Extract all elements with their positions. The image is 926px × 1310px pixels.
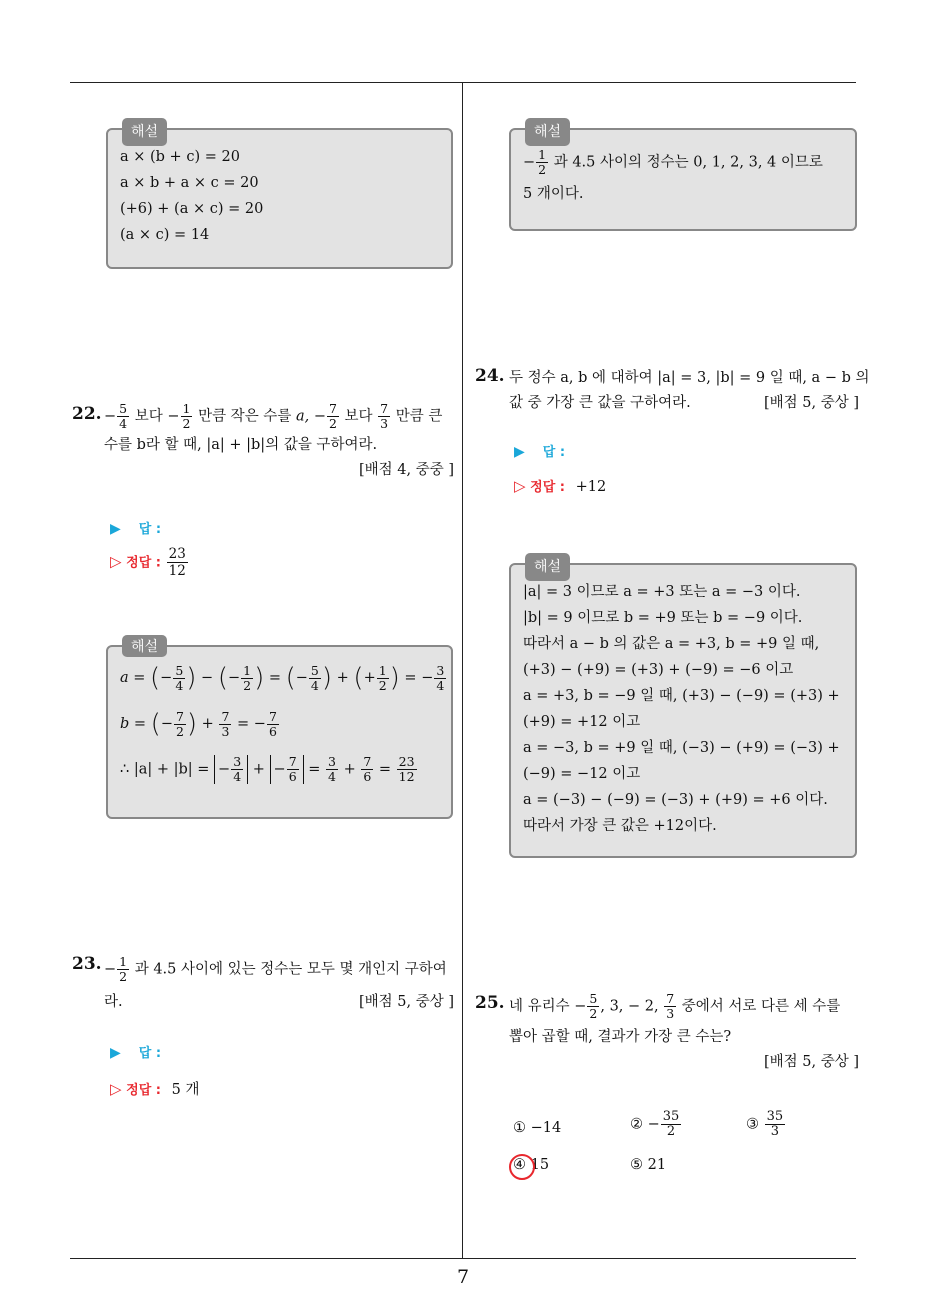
score-label: [배점 4, 중중 ] xyxy=(358,462,454,478)
question-number: 24. xyxy=(475,366,505,386)
solution-line: |a| = 3 이므로 a = +3 또는 a = −3 이다. xyxy=(523,584,801,600)
question-number: 25. xyxy=(475,993,505,1013)
q22-solution-box xyxy=(106,639,453,819)
solution-line: 따라서 a − b 의 값은 a = +3, b = +9 일 때, xyxy=(523,636,820,652)
solution-tag: 해설 xyxy=(525,553,570,581)
question-number: 23. xyxy=(72,954,102,974)
solution-line: b = (− $\frac{7}{2}$ ) + $\frac{7}{3}$ = − $\frac{7}{6}$ xyxy=(120,708,277,739)
question-number: 22. xyxy=(72,404,102,424)
question-22 xyxy=(104,402,454,483)
question-23 xyxy=(104,955,454,1015)
question-line: 네 유리수 − $\frac{5}{2}$ , 3, − 2, $\frac{7}{3}$ 중에서 서로 다른 세 수를 xyxy=(509,991,841,1021)
minus-sign: − xyxy=(104,408,117,425)
question-25 xyxy=(509,992,859,1075)
solution-line: (a × c) = 14 xyxy=(120,227,210,243)
choice-5[interactable]: ⑤ 21 xyxy=(630,1157,667,1173)
triangle-outline-icon: ▷ xyxy=(110,1080,122,1098)
score-label: [배점 5, 중상 ] xyxy=(763,395,859,411)
correct-answer: ▷ 정답 : $\frac{23}{12}$ xyxy=(110,546,186,579)
correct-answer: ▷ 정답 : 5 개 xyxy=(110,1080,200,1098)
answer-field[interactable]: ▶ 답 : xyxy=(110,1045,162,1061)
solution-line: a × (b + c) = 20 xyxy=(120,149,240,165)
q23-solution-box xyxy=(509,124,857,231)
column-divider xyxy=(462,83,463,1258)
question-line: 값 중 가장 큰 값을 구하여라. [배점 5, 중상 ] xyxy=(509,391,859,416)
play-arrow-icon: ▶ xyxy=(110,1045,121,1061)
solution-line: (+9) = +12 이고 xyxy=(523,714,641,730)
triangle-outline-icon: ▷ xyxy=(110,552,122,571)
question-line: − $\frac{1}{2}$ 과 4.5 사이에 있는 정수는 모두 몇 개인지 구하여 xyxy=(104,954,447,984)
choice-3[interactable]: ③ $\frac{35}{3}$ xyxy=(746,1109,784,1139)
question-line: − $\frac{5}{4}$ 보다 − $\frac{1}{2}$ 만큼 작은 수를 a, − $\frac{7}{2}$ 보다 $\frac{7}{3}$ 만큼 큰 xyxy=(104,401,443,431)
solution-line: |b| = 9 이므로 b = +9 또는 b = −9 이다. xyxy=(523,610,803,626)
solution-line: (−9) = −12 이고 xyxy=(523,766,641,782)
solution-line: a × b + a × c = 20 xyxy=(120,175,259,191)
top-rule xyxy=(70,82,856,83)
minus-sign: − xyxy=(313,408,326,425)
score-label: [배점 5, 중상 ] xyxy=(358,994,454,1010)
play-arrow-icon: ▶ xyxy=(110,521,121,537)
choice-1[interactable]: ① −14 xyxy=(513,1120,562,1136)
solution-tag: 해설 xyxy=(122,635,167,657)
question-line: 라. [배점 5, 중상 ] xyxy=(104,990,454,1015)
solution-line: − $\frac{1}{2}$ 과 4.5 사이의 정수는 0, 1, 2, 3, 4 이므로 xyxy=(523,147,823,177)
answer-field[interactable]: ▶ 답 : xyxy=(514,444,566,460)
q21-solution-box xyxy=(106,124,453,269)
solution-line: (+6) + (a × c) = 20 xyxy=(120,201,264,217)
question-line: 두 정수 a, b 에 대하여 |a| = 3, |b| = 9 일 때, a − b 의 xyxy=(509,370,870,386)
fraction: $\frac{5}{4}$ xyxy=(119,401,128,431)
solution-line: a = (−3) − (−9) = (−3) + (+9) = +6 이다. xyxy=(523,792,828,808)
answer-field[interactable]: ▶ 답 : xyxy=(110,521,162,537)
selected-choice-circle xyxy=(509,1154,535,1180)
triangle-outline-icon: ▷ xyxy=(514,477,526,495)
choice-2[interactable]: ② − $\frac{35}{2}$ xyxy=(630,1109,680,1139)
solution-line: 따라서 가장 큰 값은 +12이다. xyxy=(523,818,717,834)
fraction: $\frac{7}{3}$ xyxy=(380,401,389,431)
correct-answer: ▷ 정답 : +12 xyxy=(514,477,607,495)
fraction: $\frac{1}{2}$ xyxy=(182,401,191,431)
fraction: $\frac{1}{2}$ xyxy=(119,954,128,984)
question-line: 뽑아 곱할 때, 결과가 가장 큰 수는? xyxy=(509,1029,732,1045)
bottom-rule xyxy=(70,1258,856,1259)
minus-sign: − xyxy=(167,408,180,425)
page-number: 7 xyxy=(456,1266,470,1288)
play-arrow-icon: ▶ xyxy=(514,444,525,460)
solution-line: (+3) − (+9) = (+3) + (−9) = −6 이고 xyxy=(523,662,794,678)
solution-tag: 해설 xyxy=(122,118,167,146)
question-line: 수를 b라 할 때, |a| + |b|의 값을 구하여라. xyxy=(104,437,378,453)
solution-line: a = +3, b = −9 일 때, (+3) − (−9) = (+3) + xyxy=(523,688,840,704)
question-24 xyxy=(509,366,870,416)
q24-solution-box xyxy=(509,559,857,858)
solution-line: a = (− $\frac{5}{4}$ ) − (− $\frac{1}{2}$ ) = (− $\frac{5}{4}$ ) + (+ $\frac{1}{2}$ ) = − $\frac{3}{4}$ xyxy=(120,662,445,693)
choice-4[interactable]: ④ 15 xyxy=(513,1157,550,1173)
fraction: $\frac{23}{12}$ xyxy=(168,546,186,579)
solution-line: ∴ |a| + |b| = − $\frac{3}{4}$ + − $\frac{7}{6}$ = $\frac{3}{4}$ + $\frac{7}{6}$ = $\frac{23}{12}$ xyxy=(120,754,415,784)
solution-tag: 해설 xyxy=(525,118,570,146)
solution-line: a = −3, b = +9 일 때, (−3) − (+9) = (−3) + xyxy=(523,740,840,756)
solution-line: 5 개이다. xyxy=(523,186,584,202)
fraction: $\frac{7}{2}$ xyxy=(328,401,337,431)
score-label: [배점 5, 중상 ] xyxy=(763,1054,859,1070)
